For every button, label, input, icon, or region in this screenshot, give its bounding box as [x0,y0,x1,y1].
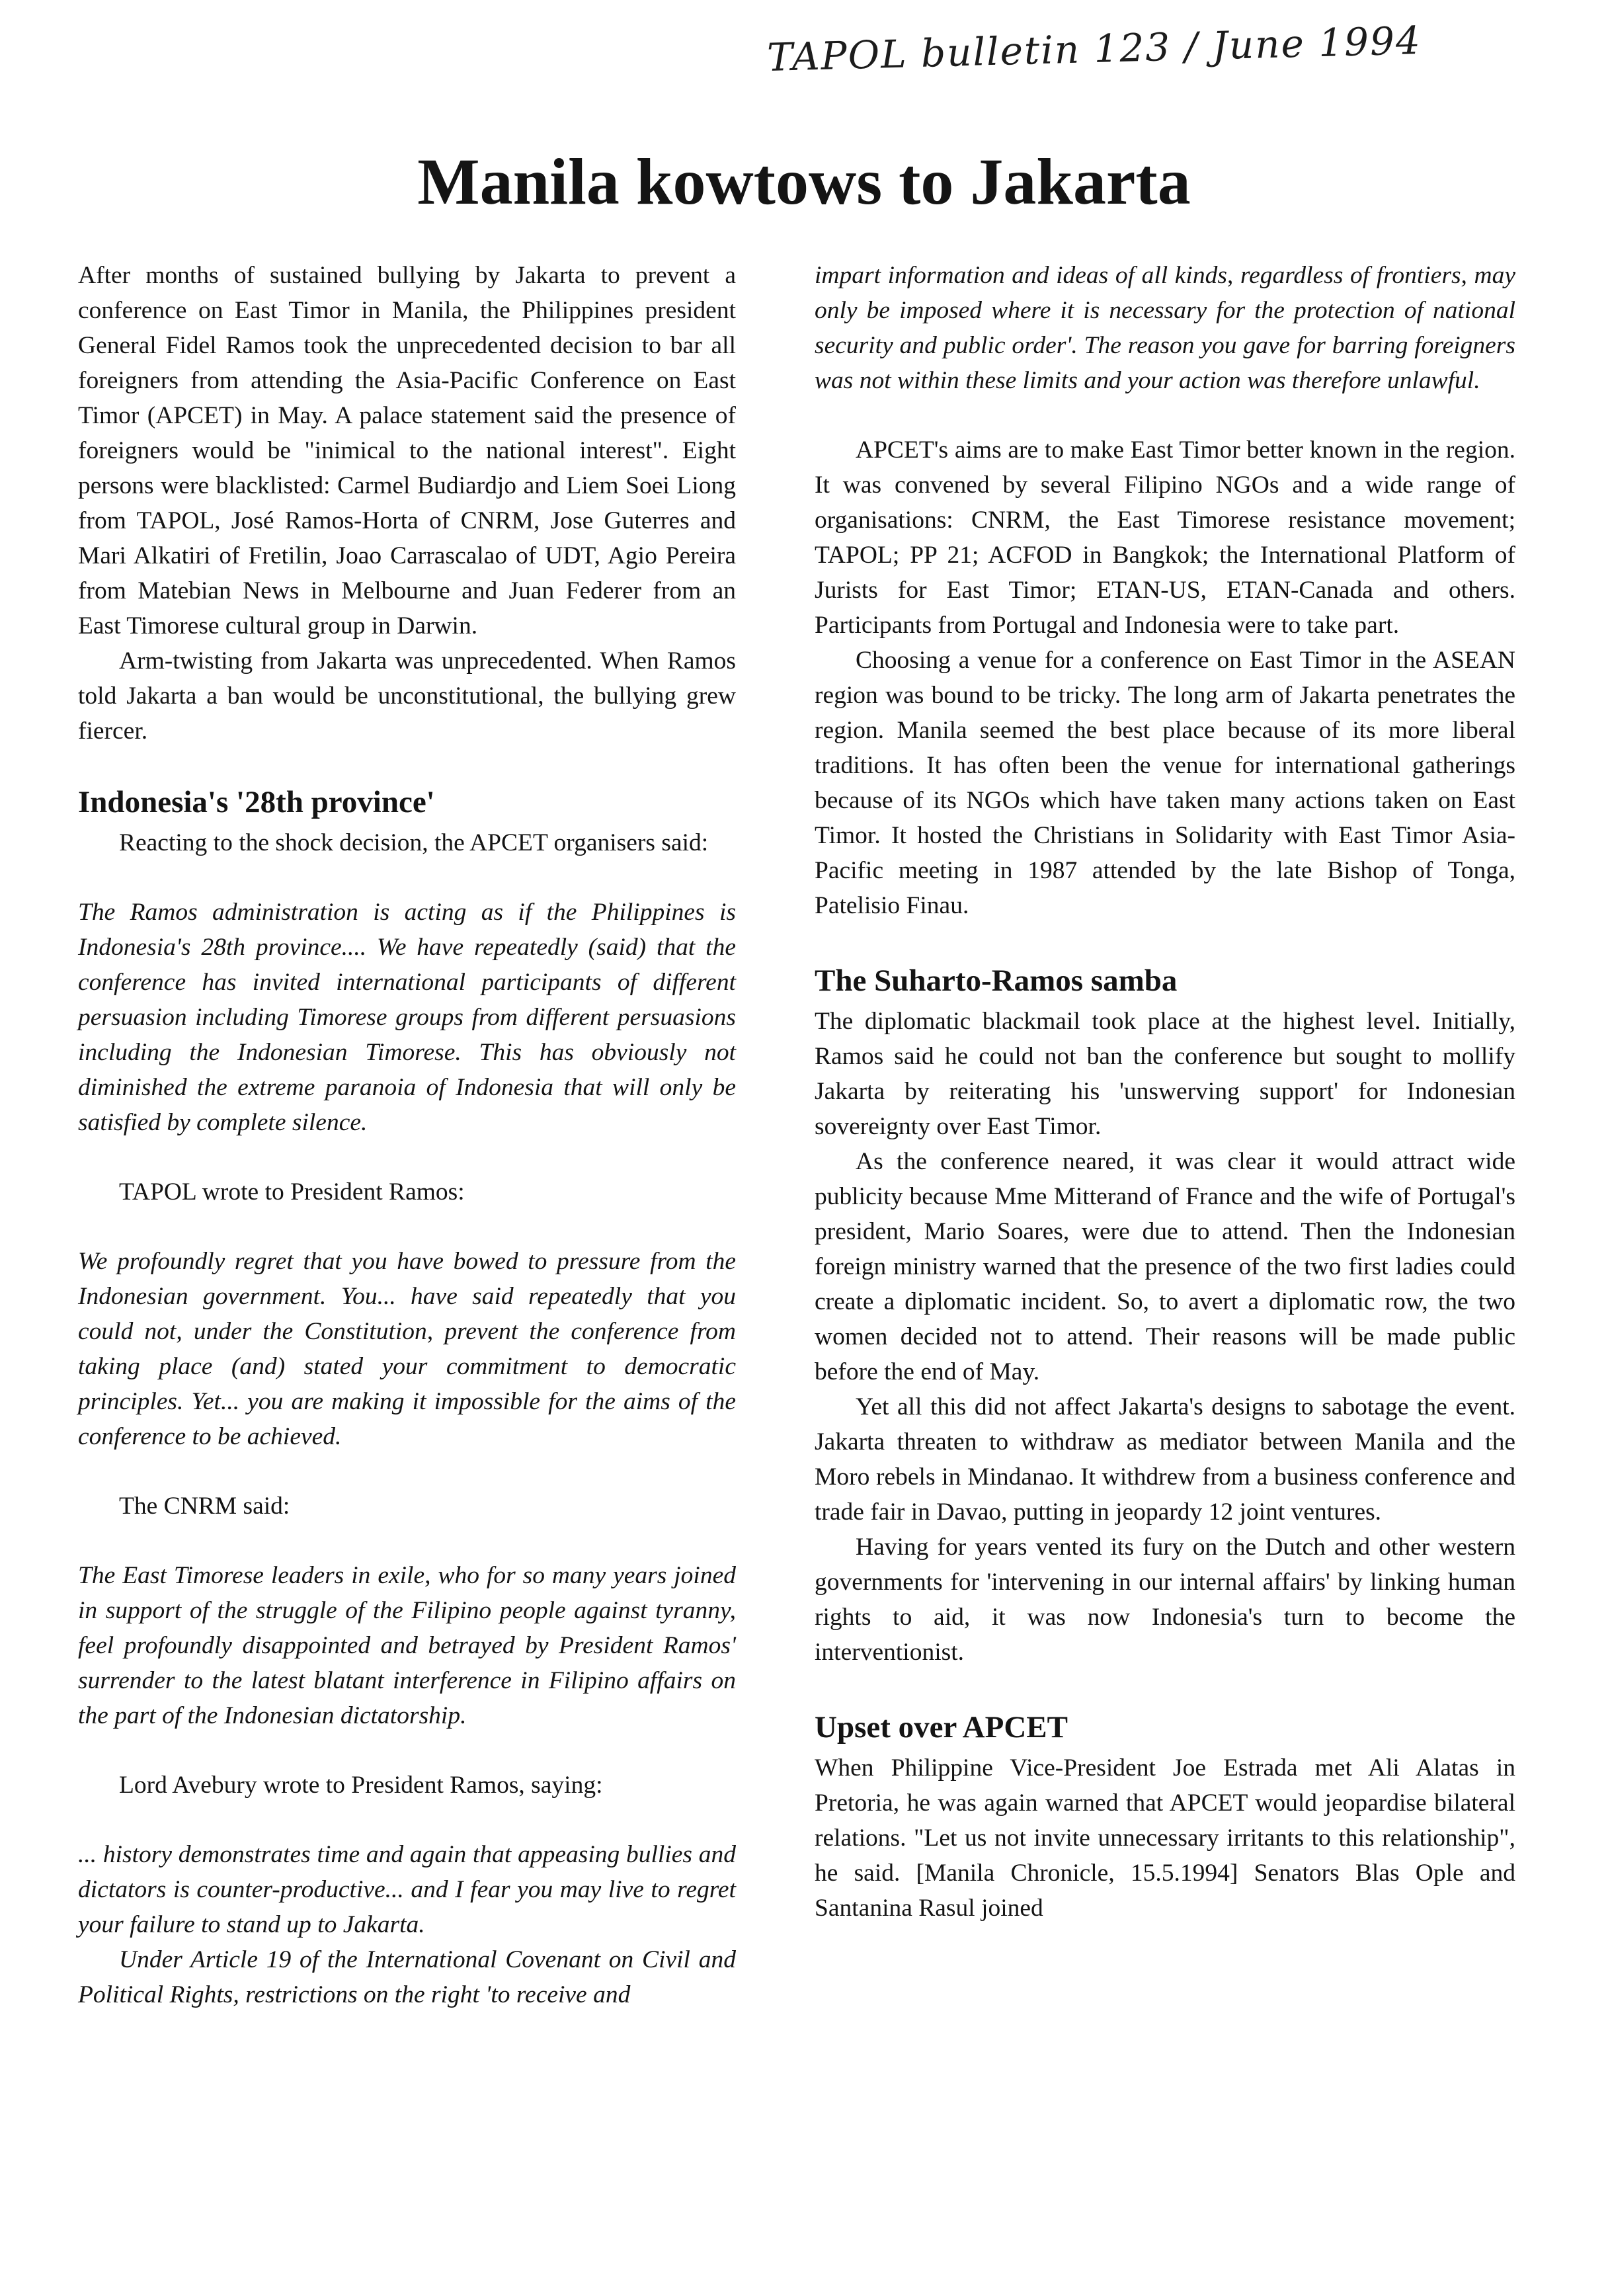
paragraph: As the conference neared, it was clear it would attract wide publicity because Mme Mitterand of France and the wife of Portugal's president, Mario Soares, were due to attend. Then the Indonesian foreign ministry warned that the presence of the two first ladies could create a diplomatic incident. So, to avert a diplomatic row, the two women decided not to attend. Their reasons will be made public before the end of May. [815,1148,1515,1385]
section-heading: The Suharto-Ramos samba [815,964,1178,998]
lead-in: The CNRM said: [119,1493,290,1520]
paragraph: After months of sustained bullying by Jakarta to prevent a conference on East Timor in Manila, the Philippines president General Fidel Ramos took the unprecedented decision to bar all foreigners from attending the Asia-Pacific Conference on East Timor (APCET) in May. A palace statement said the presence of foreigners would be "inimical to the national interest". Eight persons were blacklisted: Carmel Budiardjo and Liem Soei Liong from TAPOL, José Ramos-Horta of CNRM, Jose Guterres and Mari Alkatiri of Fretilin, Joao Carrascalao of UDT, Agio Pereira from Matebian News in Melbourne and Juan Federer from an East Timorese cultural group in Darwin. [78,262,736,639]
paragraph: Arm-twisting from Jakarta was unprecedented. When Ramos told Jakarta a ban would be unconstitutional, the bullying grew fiercer. [78,647,736,745]
paragraph: Yet all this did not affect Jakarta's designs to sabotage the event. Jakarta threaten to withdraw as mediator between Manila and the Moro rebels in Mindanao. It withdrew from a business conference and trade fair in Davao, putting in jeopardy 12 joint ventures. [815,1393,1515,1526]
quote: impart information and ideas of all kinds, regardless of frontiers, may only be imposed where it is necessary for the protection of national security and public order'. The reason you gave for barring foreigners was not within these limits and your action was therefore unlawful. [815,262,1515,394]
handwritten-note: TAPOL bulletin 123 / June 1994 [766,18,1422,80]
quote: Under Article 19 of the International Covenant on Civil and Political Rights, restrictions on the right 'to receive and [78,1946,736,2008]
quote: The East Timorese leaders in exile, who for so many years joined in support of the struggle of the Filipino people against tyranny, feel profoundly disappointed and betrayed by President Ramos' surrender to the latest blatant interference in Filipino affairs on the part of the Indonesian dictatorship. [78,1562,736,1729]
lead-in: Lord Avebury wrote to President Ramos, saying: [119,1772,603,1799]
lead-in: TAPOL wrote to President Ramos: [119,1178,465,1206]
paragraph: The diplomatic blackmail took place at the highest level. Initially, Ramos said he could not ban the conference but sought to mollify Jakarta by reiterating his 'unswerving support' for Indonesian sovereignty over East Timor. [815,1008,1515,1140]
quote: We profoundly regret that you have bowed to pressure from the Indonesian government. You... have said repeatedly that you could not, under the Constitution, prevent the conference from taking place (and) stated your commitment to democratic principles. Yet... you are making it impossible for the aims of the conference to be achieved. [78,1248,736,1450]
left-column [78,258,736,2012]
paragraph: Reacting to the shock decision, the APCET organisers said: [119,829,709,856]
paragraph: When Philippine Vice-President Joe Estrada met Ali Alatas in Pretoria, he was again warned that APCET would jeopardise bilateral relations. "Let us not invite unnecessary irritants to this relationship", he said. [Manila Chronicle, 15.5.1994] Senators Blas Ople and Santanina Rasul joined [815,1754,1515,1922]
paragraph: APCET's aims are to make East Timor better known in the region. It was convened by several Filipino NGOs and a wide range of organisations: CNRM, the East Timorese resistance movement; TAPOL; PP 21; ACFOD in Bangkok; the International Platform of Jurists for East Timor; ETAN-US, ETAN-Canada and others. Participants from Portugal and Indonesia were to take part. [815,436,1515,639]
quote: The Ramos administration is acting as if the Philippines is Indonesia's 28th province.... We have repeatedly (said) that the conference has invited international participants of different persuasion including Timorese groups from different persuasions including the Indonesian Timorese. This has obviously not diminished the extreme paranoia of Indonesia that will only be satisfied by complete silence. [78,899,736,1136]
article-title: Manila kowtows to Jakarta [417,145,1191,218]
paragraph: Choosing a venue for a conference on East Timor in the ASEAN region was bound to be tricky. The long arm of Jakarta penetrates the region. Manila seemed the best place because of its more liberal traditions. It has often been the venue for international gatherings because of its NGOs which have taken many actions taken on East Timor. It hosted the Christians in Solidarity with East Timor Asia-Pacific meeting in 1987 attended by the late Bishop of Tonga, Patelisio Finau. [815,647,1515,919]
paragraph: Having for years vented its fury on the Dutch and other western governments for 'intervening in our internal affairs' by linking human rights to aid, it was now Indonesia's turn to become the interventionist. [815,1534,1515,1666]
right-column [815,258,1515,1926]
section-heading: Indonesia's '28th province' [78,785,435,819]
section-heading: Upset over APCET [815,1710,1068,1744]
quote: ... history demonstrates time and again that appeasing bullies and dictators is counter-productive... and I fear you may live to regret your failure to stand up to Jakarta. [78,1841,736,1938]
